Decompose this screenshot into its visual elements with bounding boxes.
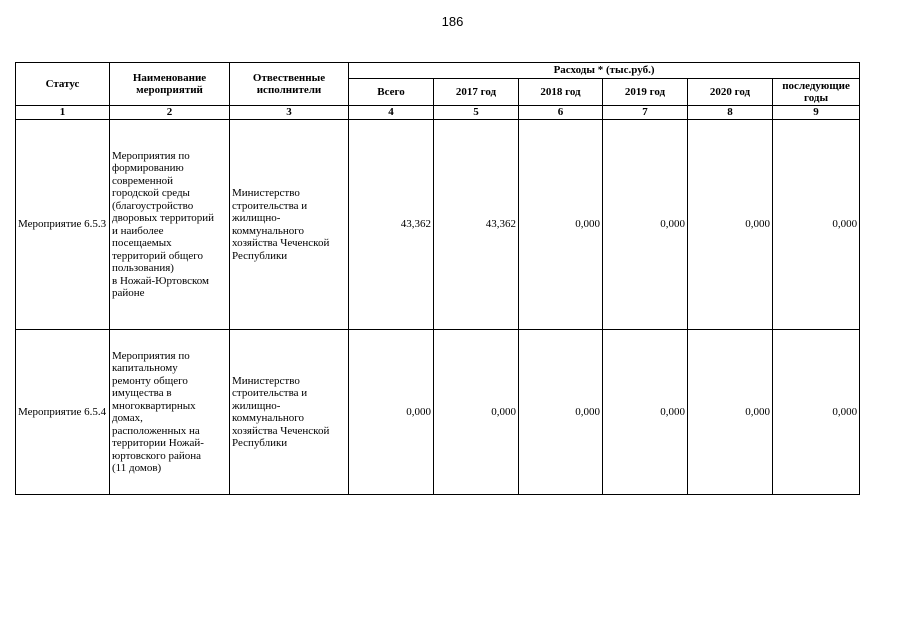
column-number: 7 <box>603 106 688 120</box>
header-total: Всего <box>349 79 434 106</box>
column-number: 8 <box>688 106 773 120</box>
column-number: 3 <box>230 106 349 120</box>
column-number: 2 <box>110 106 230 120</box>
value-2020: 0,000 <box>688 120 773 330</box>
value-subsequent: 0,000 <box>773 330 860 495</box>
responsible-cell: Министерство строительства и жилищно- коммунального хозяйства Чеченской Республики <box>230 330 349 495</box>
page-number: 186 <box>441 14 464 29</box>
header-responsible: Отвественные исполнители <box>230 63 349 106</box>
column-number-row <box>16 106 860 120</box>
budget-table <box>15 62 860 495</box>
value-2018: 0,000 <box>519 330 603 495</box>
value-2019: 0,000 <box>603 330 688 495</box>
column-number: 4 <box>349 106 434 120</box>
value-2017: 0,000 <box>434 330 519 495</box>
header-subsequent-years: последующие годы <box>773 79 860 106</box>
column-number: 6 <box>519 106 603 120</box>
table-row <box>16 330 860 495</box>
header-2017: 2017 год <box>434 79 519 106</box>
table-row <box>16 120 860 330</box>
column-number: 5 <box>434 106 519 120</box>
value-2017: 43,362 <box>434 120 519 330</box>
column-number: 1 <box>16 106 110 120</box>
header-2020: 2020 год <box>688 79 773 106</box>
header-status: Статус <box>16 63 110 106</box>
header-2018: 2018 год <box>519 79 603 106</box>
header-name: Наименование мероприятий <box>110 63 230 106</box>
header-expenses: Расходы * (тыс.руб.) <box>349 63 860 79</box>
activity-name-cell: Мероприятия по формированию современной городской среды (благоустройство дворовых территорий и наиболее посещаемых территорий общего пользования) в Ножай-Юртовском районе <box>110 120 230 330</box>
value-2020: 0,000 <box>688 330 773 495</box>
status-cell: Мероприятие 6.5.4 <box>16 330 110 495</box>
responsible-cell: Министерство строительства и жилищно- коммунального хозяйства Чеченской Республики <box>230 120 349 330</box>
value-subsequent: 0,000 <box>773 120 860 330</box>
header-2019: 2019 год <box>603 79 688 106</box>
total-value: 0,000 <box>349 330 434 495</box>
total-value: 43,362 <box>349 120 434 330</box>
status-cell: Мероприятие 6.5.3 <box>16 120 110 330</box>
activity-name-cell: Мероприятия по капитальному ремонту общего имущества в многоквартирных домах, расположенных на территории Ножай- юртовского района (11 домов) <box>110 330 230 495</box>
value-2019: 0,000 <box>603 120 688 330</box>
column-number: 9 <box>773 106 860 120</box>
value-2018: 0,000 <box>519 120 603 330</box>
